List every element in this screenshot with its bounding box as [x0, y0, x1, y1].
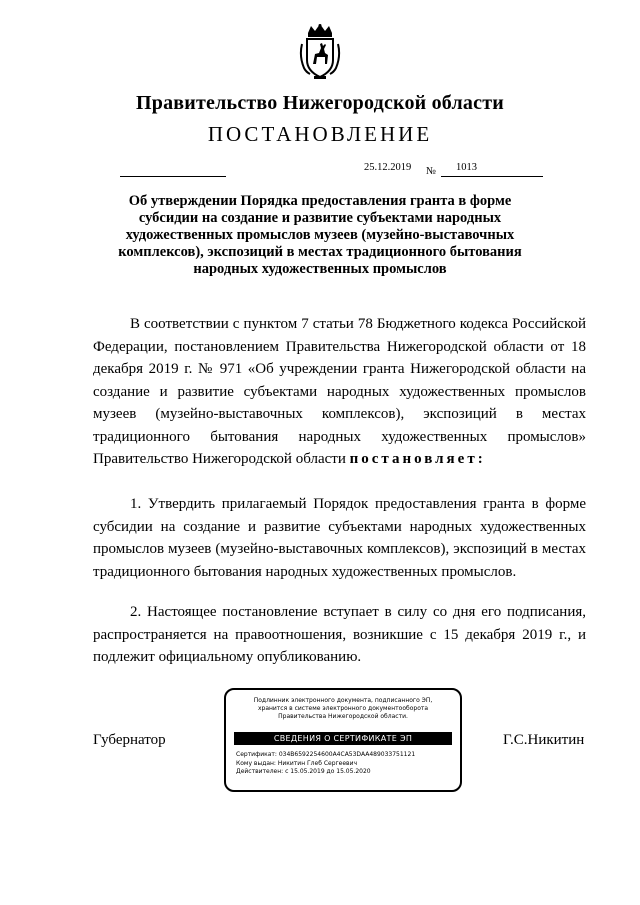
- heading-line: художественных промыслов музеев (музейно-выставочных: [125, 227, 515, 243]
- certificate-owner: Кому выдан: Никитин Глеб Сергеевич: [236, 759, 358, 767]
- stamp-header-line: Правительства Нижегородской области.: [278, 713, 408, 720]
- heading-line: субсидии на создание и развитие субъектами народных: [138, 210, 502, 226]
- document-date: 25.12.2019: [364, 162, 412, 173]
- signatory-position: Губернатор: [93, 732, 166, 748]
- number-underline: [441, 176, 543, 177]
- stamp-certificate-bar: СВЕДЕНИЯ О СЕРТИФИКАТЕ ЭП: [234, 732, 452, 745]
- number-sign: №: [426, 166, 437, 177]
- document-number: 1013: [456, 162, 477, 173]
- certificate-serial: Сертификат: 034B6592254600A4CA53DAA489033751121: [236, 751, 416, 758]
- electronic-signature-stamp: [224, 688, 462, 792]
- item-1-paragraph: 1. Утвердить прилагаемый Порядок предоставления гранта в форме субсидии на создание и развитие субъектами народных художественных промыслов музеев (музейно-выставочных комплексов), экспозиций в местах традиционного бытования народных художественных промыслов.: [93, 496, 586, 580]
- decree-word: постановляет:: [349, 451, 486, 467]
- document-heading: [100, 193, 540, 278]
- stamp-header-line: Подлинник электронного документа, подписанного ЭП,: [253, 697, 433, 704]
- heading-line: комплексов), экспозиций в местах традиционного бытования: [118, 244, 522, 260]
- item-2-paragraph: 2. Настоящее постановление вступает в силу со дня его подписания, распространяется на правоотношения, возникшие с 15 декабря 2019 г., и подлежит официальному опубликованию.: [93, 604, 586, 665]
- heading-line: народных художественных промыслов: [193, 261, 447, 277]
- coat-of-arms-emblem: [298, 24, 342, 80]
- organization-title: Правительство Нижегородской области: [136, 92, 504, 114]
- stamp-header: [226, 697, 460, 721]
- stamp-certificate-info: [236, 751, 415, 777]
- heading-line: Об утверждении Порядка предоставления гранта в форме: [128, 193, 512, 209]
- certificate-validity: Действителен: с 15.05.2019 до 15.05.2020: [236, 768, 371, 775]
- signatory-name: Г.С.Никитин: [503, 732, 585, 748]
- document-type: ПОСТАНОВЛЕНИЕ: [207, 122, 433, 146]
- preamble-text: В соответствии с пунктом 7 статьи 78 Бюджетного кодекса Российской Федерации, постановлением Правительства Нижегородской области от 18 декабря 2019 г. № 971 «Об учреждении гранта Нижегородской области на создание и развитие субъектами народных художественных промыслов музеев (музейно-выставочных комплексов), экспозиций в местах традиционного бытования народных художественных промыслов» Правительство Нижегородской области: [93, 316, 586, 467]
- stamp-header-line: хранится в системе электронного документооборота: [257, 705, 429, 712]
- blank-date-line: [120, 176, 226, 177]
- preamble-paragraph: [93, 313, 586, 471]
